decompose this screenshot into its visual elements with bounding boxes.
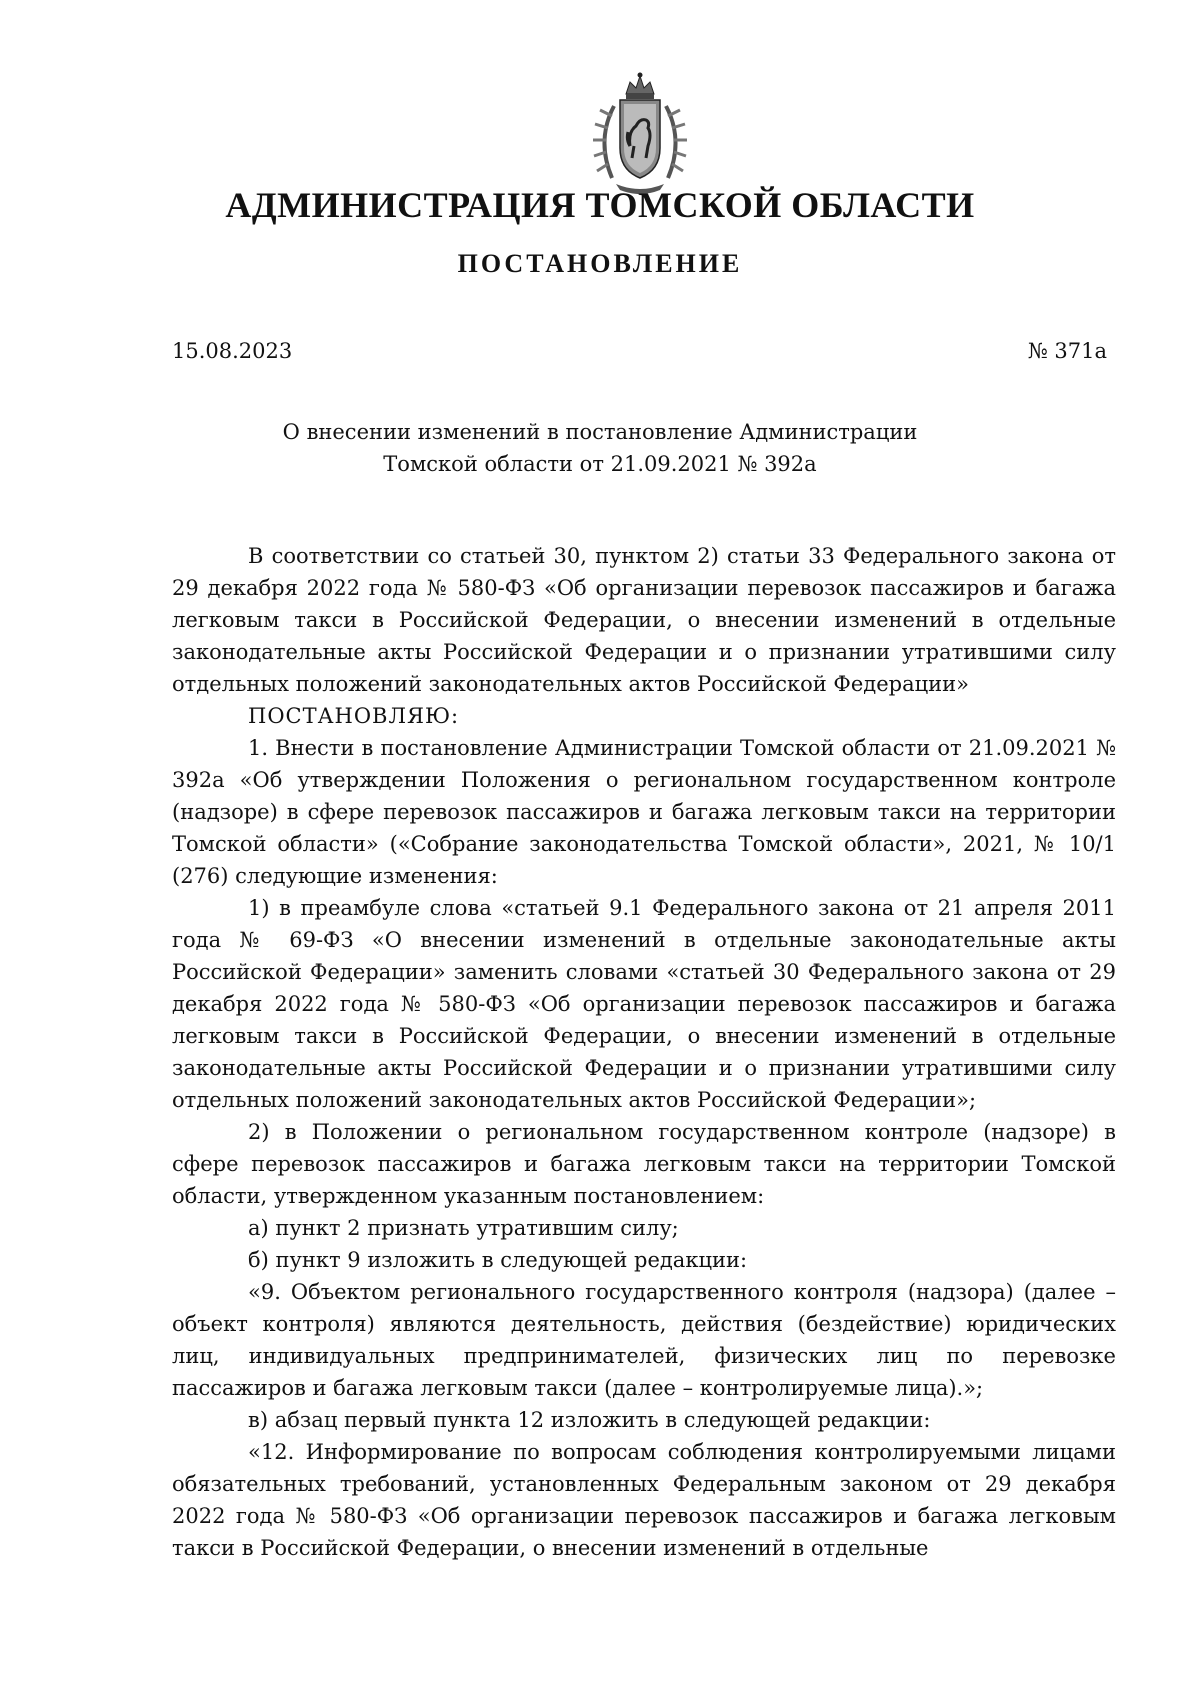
subject-line: О внесении изменений в постановление Администрации (282, 420, 918, 444)
paragraph-item-a: а) пункт 2 признать утратившим силу; (248, 1216, 679, 1240)
document-type: ПОСТАНОВЛЕНИЕ (457, 249, 743, 278)
coat-of-arms-emblem (586, 70, 694, 198)
paragraph-item-1-2: 2) в Положении о региональном государственном контроле (надзоре) в сфере перевозок пассажиров и багажа легковым такси на территории Томской области, утвержденном указанным постановлением: (172, 1120, 1116, 1208)
paragraph-quote-12: «12. Информирование по вопросам соблюдения контролируемыми лицами обязательных требований, установленных Федеральным законом от 29 декабря 2022 года № 580-ФЗ «Об организации перевозок пассажиров и багажа легковым такси в Российской Федерации, о внесении изменений в отдельные (172, 1440, 1116, 1560)
paragraph-item-v: в) абзац первый пункта 12 изложить в следующей редакции: (248, 1408, 931, 1432)
paragraph-quote-9: «9. Объектом регионального государственного контроля (надзора) (далее – объект контроля) являются деятельность, действия (бездействие) юридических лиц, индивидуальных предпринимателей, физических лиц по перевозке пассажиров и багажа легковым такси (далее – контролируемые лица).»; (172, 1280, 1116, 1400)
preamble-paragraph: В соответствии со статьей 30, пунктом 2) статьи 33 Федерального закона от 29 декабря 2022 года № 580-ФЗ «Об организации перевозок пассажиров и багажа легковым такси в Российской Федерации, о внесении изменений в отдельные законодательные акты Российской Федерации и о признании утратившими силу отдельных положений законодательных актов Российской Федерации» (172, 544, 1116, 696)
subject-line: Томской области от 21.09.2021 № 392а (383, 452, 817, 476)
document-date: 15.08.2023 (172, 339, 293, 363)
decree-word: ПОСТАНОВЛЯЮ: (248, 704, 460, 728)
paragraph-item-1-1: 1) в преамбуле слова «статьей 9.1 Федерального закона от 21 апреля 2011 года № 69-ФЗ «О внесении изменений в отдельные законодательные акты Российской Федерации» заменить словами «статьей 30 Федерального закона от 29 декабря 2022 года № 580-ФЗ «Об организации перевозок пассажиров и багажа легковым такси в Российской Федерации, о внесении изменений в отдельные законодательные акты Российской Федерации и о признании утратившими силу отдельных положений законодательных актов Российской Федерации»; (172, 896, 1116, 1112)
organization-title: АДМИНИСТРАЦИЯ ТОМСКОЙ ОБЛАСТИ (225, 185, 975, 225)
document-body (172, 540, 1116, 1564)
paragraph-item-1: 1. Внести в постановление Администрации Томской области от 21.09.2021 № 392а «Об утверждении Положения о региональном государственном контроле (надзоре) в сфере перевозок пассажиров и багажа легковым такси на территории Томской области» («Собрание законодательства Томской области», 2021, № 10/1 (276) следующие изменения: (172, 736, 1116, 888)
document-number: № 371а (1027, 339, 1107, 363)
document-subject (0, 416, 1200, 480)
paragraph-item-b: б) пункт 9 изложить в следующей редакции: (248, 1248, 748, 1272)
